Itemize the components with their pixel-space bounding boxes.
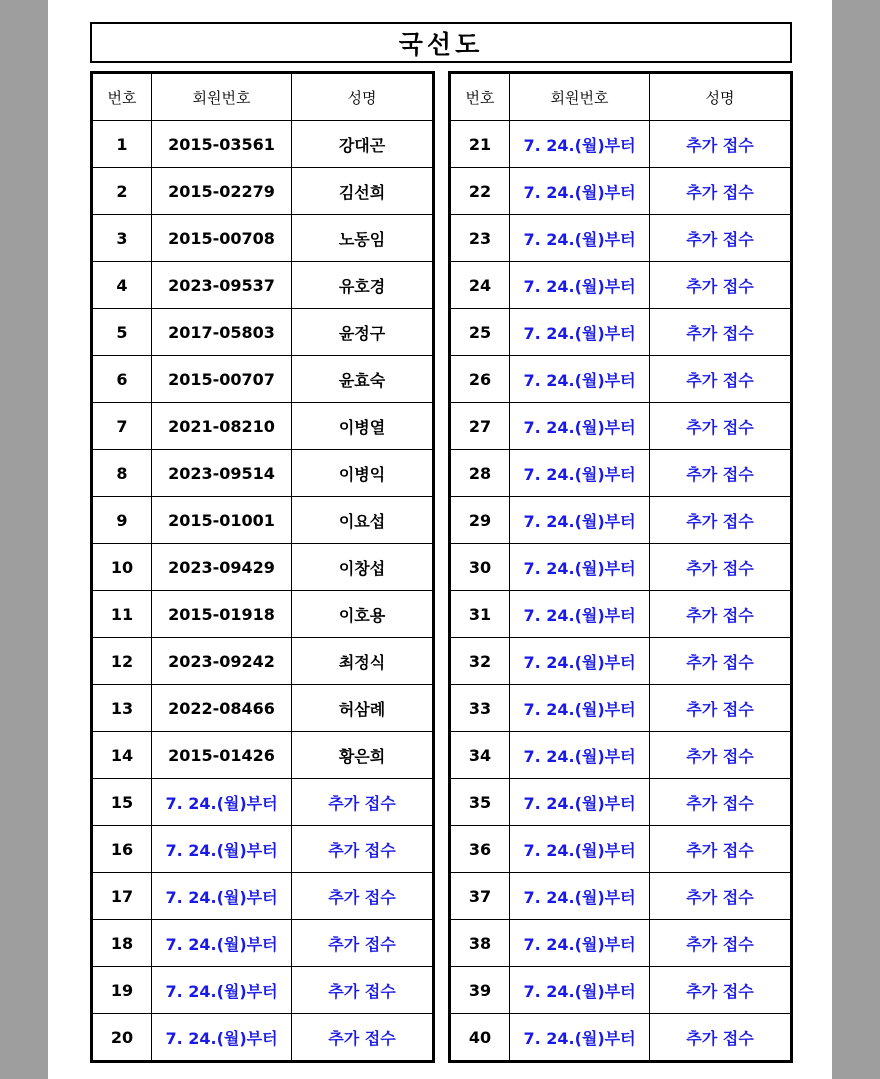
- member-id-cell: 7. 24.(월)부터: [152, 1014, 292, 1062]
- member-id-cell: 2023-09537: [152, 262, 292, 309]
- table-row: [450, 121, 792, 168]
- member-id-cell: 7. 24.(월)부터: [510, 544, 650, 591]
- member-name-cell: 이요섭: [292, 497, 434, 544]
- row-number-cell: 36: [450, 826, 510, 873]
- member-id-cell: 2015-01426: [152, 732, 292, 779]
- member-id-cell: 2015-00708: [152, 215, 292, 262]
- row-number-cell: 12: [92, 638, 152, 685]
- member-id-cell: 7. 24.(월)부터: [510, 967, 650, 1014]
- member-id-cell: 7. 24.(월)부터: [152, 873, 292, 920]
- member-name-cell: 윤효숙: [292, 356, 434, 403]
- row-number-cell: 23: [450, 215, 510, 262]
- row-number-cell: 25: [450, 309, 510, 356]
- row-number-cell: 3: [92, 215, 152, 262]
- member-id-cell: 2023-09514: [152, 450, 292, 497]
- table-row: [92, 215, 434, 262]
- roster-table-left: [90, 71, 435, 1063]
- member-id-cell: 2021-08210: [152, 403, 292, 450]
- member-id-cell: 7. 24.(월)부터: [510, 450, 650, 497]
- table-row: [92, 685, 434, 732]
- row-number-cell: 14: [92, 732, 152, 779]
- table-row: [92, 1014, 434, 1062]
- member-id-cell: 7. 24.(월)부터: [510, 215, 650, 262]
- table-row: [450, 262, 792, 309]
- member-id-cell: 7. 24.(월)부터: [510, 591, 650, 638]
- member-name-cell: 추가 접수: [650, 309, 792, 356]
- table-row: [92, 450, 434, 497]
- table-row: [92, 121, 434, 168]
- member-id-cell: 2023-09429: [152, 544, 292, 591]
- member-id-cell: 7. 24.(월)부터: [510, 403, 650, 450]
- member-name-cell: 이병열: [292, 403, 434, 450]
- table-row: [450, 779, 792, 826]
- member-id-cell: 2022-08466: [152, 685, 292, 732]
- row-number-cell: 40: [450, 1014, 510, 1062]
- member-id-cell: 7. 24.(월)부터: [510, 779, 650, 826]
- table-row: [92, 826, 434, 873]
- member-name-cell: 추가 접수: [650, 920, 792, 967]
- row-number-cell: 1: [92, 121, 152, 168]
- document-page: [48, 0, 832, 1079]
- row-number-cell: 11: [92, 591, 152, 638]
- table-row: [92, 262, 434, 309]
- row-number-cell: 29: [450, 497, 510, 544]
- table-row: [450, 873, 792, 920]
- row-number-cell: 17: [92, 873, 152, 920]
- row-number-cell: 27: [450, 403, 510, 450]
- member-name-cell: 추가 접수: [650, 779, 792, 826]
- table-row: [450, 685, 792, 732]
- member-id-cell: 7. 24.(월)부터: [152, 826, 292, 873]
- table-row: [92, 168, 434, 215]
- row-number-cell: 7: [92, 403, 152, 450]
- member-name-cell: 윤정구: [292, 309, 434, 356]
- document-title: 국선도: [90, 22, 792, 63]
- member-id-cell: 7. 24.(월)부터: [152, 779, 292, 826]
- row-number-cell: 5: [92, 309, 152, 356]
- table-row: [92, 873, 434, 920]
- member-id-cell: 7. 24.(월)부터: [510, 1014, 650, 1062]
- member-id-cell: 7. 24.(월)부터: [152, 920, 292, 967]
- table-row: [450, 450, 792, 497]
- member-name-cell: 이병익: [292, 450, 434, 497]
- member-id-cell: 2015-00707: [152, 356, 292, 403]
- member-name-cell: 추가 접수: [650, 1014, 792, 1062]
- member-name-cell: 추가 접수: [292, 779, 434, 826]
- row-number-cell: 6: [92, 356, 152, 403]
- row-number-cell: 32: [450, 638, 510, 685]
- row-number-cell: 19: [92, 967, 152, 1014]
- table-row: [92, 309, 434, 356]
- row-number-cell: 4: [92, 262, 152, 309]
- member-name-cell: 추가 접수: [650, 356, 792, 403]
- table-row: [450, 826, 792, 873]
- header-name: 성명: [292, 73, 434, 121]
- table-header-row: [92, 73, 434, 121]
- row-number-cell: 33: [450, 685, 510, 732]
- row-number-cell: 10: [92, 544, 152, 591]
- member-name-cell: 추가 접수: [650, 121, 792, 168]
- member-id-cell: 7. 24.(월)부터: [510, 262, 650, 309]
- member-id-cell: 7. 24.(월)부터: [152, 967, 292, 1014]
- row-number-cell: 30: [450, 544, 510, 591]
- header-number: 번호: [450, 73, 510, 121]
- table-row: [450, 497, 792, 544]
- row-number-cell: 31: [450, 591, 510, 638]
- member-id-cell: 2015-02279: [152, 168, 292, 215]
- member-name-cell: 이창섭: [292, 544, 434, 591]
- table-row: [92, 732, 434, 779]
- member-name-cell: 추가 접수: [650, 450, 792, 497]
- member-name-cell: 추가 접수: [650, 403, 792, 450]
- row-number-cell: 22: [450, 168, 510, 215]
- member-id-cell: 7. 24.(월)부터: [510, 826, 650, 873]
- table-row: [92, 403, 434, 450]
- member-name-cell: 강대곤: [292, 121, 434, 168]
- member-id-cell: 2023-09242: [152, 638, 292, 685]
- member-id-cell: 7. 24.(월)부터: [510, 121, 650, 168]
- table-row: [92, 356, 434, 403]
- table-row: [450, 638, 792, 685]
- member-name-cell: 추가 접수: [650, 967, 792, 1014]
- header-number: 번호: [92, 73, 152, 121]
- member-name-cell: 추가 접수: [650, 638, 792, 685]
- member-id-cell: 7. 24.(월)부터: [510, 309, 650, 356]
- table-row: [450, 920, 792, 967]
- row-number-cell: 35: [450, 779, 510, 826]
- member-name-cell: 추가 접수: [292, 826, 434, 873]
- roster-table-right: [448, 71, 793, 1063]
- member-name-cell: 추가 접수: [292, 967, 434, 1014]
- member-name-cell: 추가 접수: [650, 685, 792, 732]
- member-name-cell: 김선희: [292, 168, 434, 215]
- header-member-id: 회원번호: [152, 73, 292, 121]
- member-id-cell: 7. 24.(월)부터: [510, 356, 650, 403]
- table-row: [450, 309, 792, 356]
- table-row: [450, 356, 792, 403]
- row-number-cell: 37: [450, 873, 510, 920]
- table-row: [450, 591, 792, 638]
- member-name-cell: 추가 접수: [650, 262, 792, 309]
- table-row: [92, 638, 434, 685]
- table-row: [92, 920, 434, 967]
- member-name-cell: 유호경: [292, 262, 434, 309]
- header-name: 성명: [650, 73, 792, 121]
- member-id-cell: 7. 24.(월)부터: [510, 638, 650, 685]
- member-name-cell: 추가 접수: [292, 1014, 434, 1062]
- member-name-cell: 추가 접수: [292, 873, 434, 920]
- member-name-cell: 추가 접수: [650, 826, 792, 873]
- row-number-cell: 18: [92, 920, 152, 967]
- member-id-cell: 7. 24.(월)부터: [510, 873, 650, 920]
- table-row: [92, 591, 434, 638]
- member-name-cell: 추가 접수: [650, 168, 792, 215]
- row-number-cell: 9: [92, 497, 152, 544]
- table-row: [450, 732, 792, 779]
- member-name-cell: 노동임: [292, 215, 434, 262]
- member-name-cell: 추가 접수: [650, 873, 792, 920]
- member-name-cell: 황은희: [292, 732, 434, 779]
- member-id-cell: 2017-05803: [152, 309, 292, 356]
- table-row: [92, 544, 434, 591]
- row-number-cell: 34: [450, 732, 510, 779]
- member-name-cell: 이호용: [292, 591, 434, 638]
- member-name-cell: 추가 접수: [650, 497, 792, 544]
- member-name-cell: 추가 접수: [650, 591, 792, 638]
- member-name-cell: 추가 접수: [650, 732, 792, 779]
- row-number-cell: 15: [92, 779, 152, 826]
- row-number-cell: 39: [450, 967, 510, 1014]
- row-number-cell: 26: [450, 356, 510, 403]
- row-number-cell: 24: [450, 262, 510, 309]
- member-name-cell: 추가 접수: [650, 544, 792, 591]
- row-number-cell: 8: [92, 450, 152, 497]
- row-number-cell: 38: [450, 920, 510, 967]
- member-id-cell: 7. 24.(월)부터: [510, 168, 650, 215]
- row-number-cell: 20: [92, 1014, 152, 1062]
- member-name-cell: 허삼례: [292, 685, 434, 732]
- member-id-cell: 7. 24.(월)부터: [510, 685, 650, 732]
- table-row: [92, 779, 434, 826]
- member-name-cell: 추가 접수: [650, 215, 792, 262]
- member-id-cell: 2015-01001: [152, 497, 292, 544]
- member-id-cell: 7. 24.(월)부터: [510, 497, 650, 544]
- table-header-row: [450, 73, 792, 121]
- table-row: [92, 967, 434, 1014]
- member-name-cell: 최정식: [292, 638, 434, 685]
- row-number-cell: 16: [92, 826, 152, 873]
- table-row: [450, 403, 792, 450]
- member-id-cell: 2015-01918: [152, 591, 292, 638]
- table-row: [450, 544, 792, 591]
- table-row: [92, 497, 434, 544]
- row-number-cell: 21: [450, 121, 510, 168]
- header-member-id: 회원번호: [510, 73, 650, 121]
- table-row: [450, 1014, 792, 1062]
- member-id-cell: 7. 24.(월)부터: [510, 920, 650, 967]
- table-row: [450, 168, 792, 215]
- row-number-cell: 13: [92, 685, 152, 732]
- member-id-cell: 7. 24.(월)부터: [510, 732, 650, 779]
- member-id-cell: 2015-03561: [152, 121, 292, 168]
- table-row: [450, 215, 792, 262]
- row-number-cell: 2: [92, 168, 152, 215]
- row-number-cell: 28: [450, 450, 510, 497]
- table-row: [450, 967, 792, 1014]
- member-name-cell: 추가 접수: [292, 920, 434, 967]
